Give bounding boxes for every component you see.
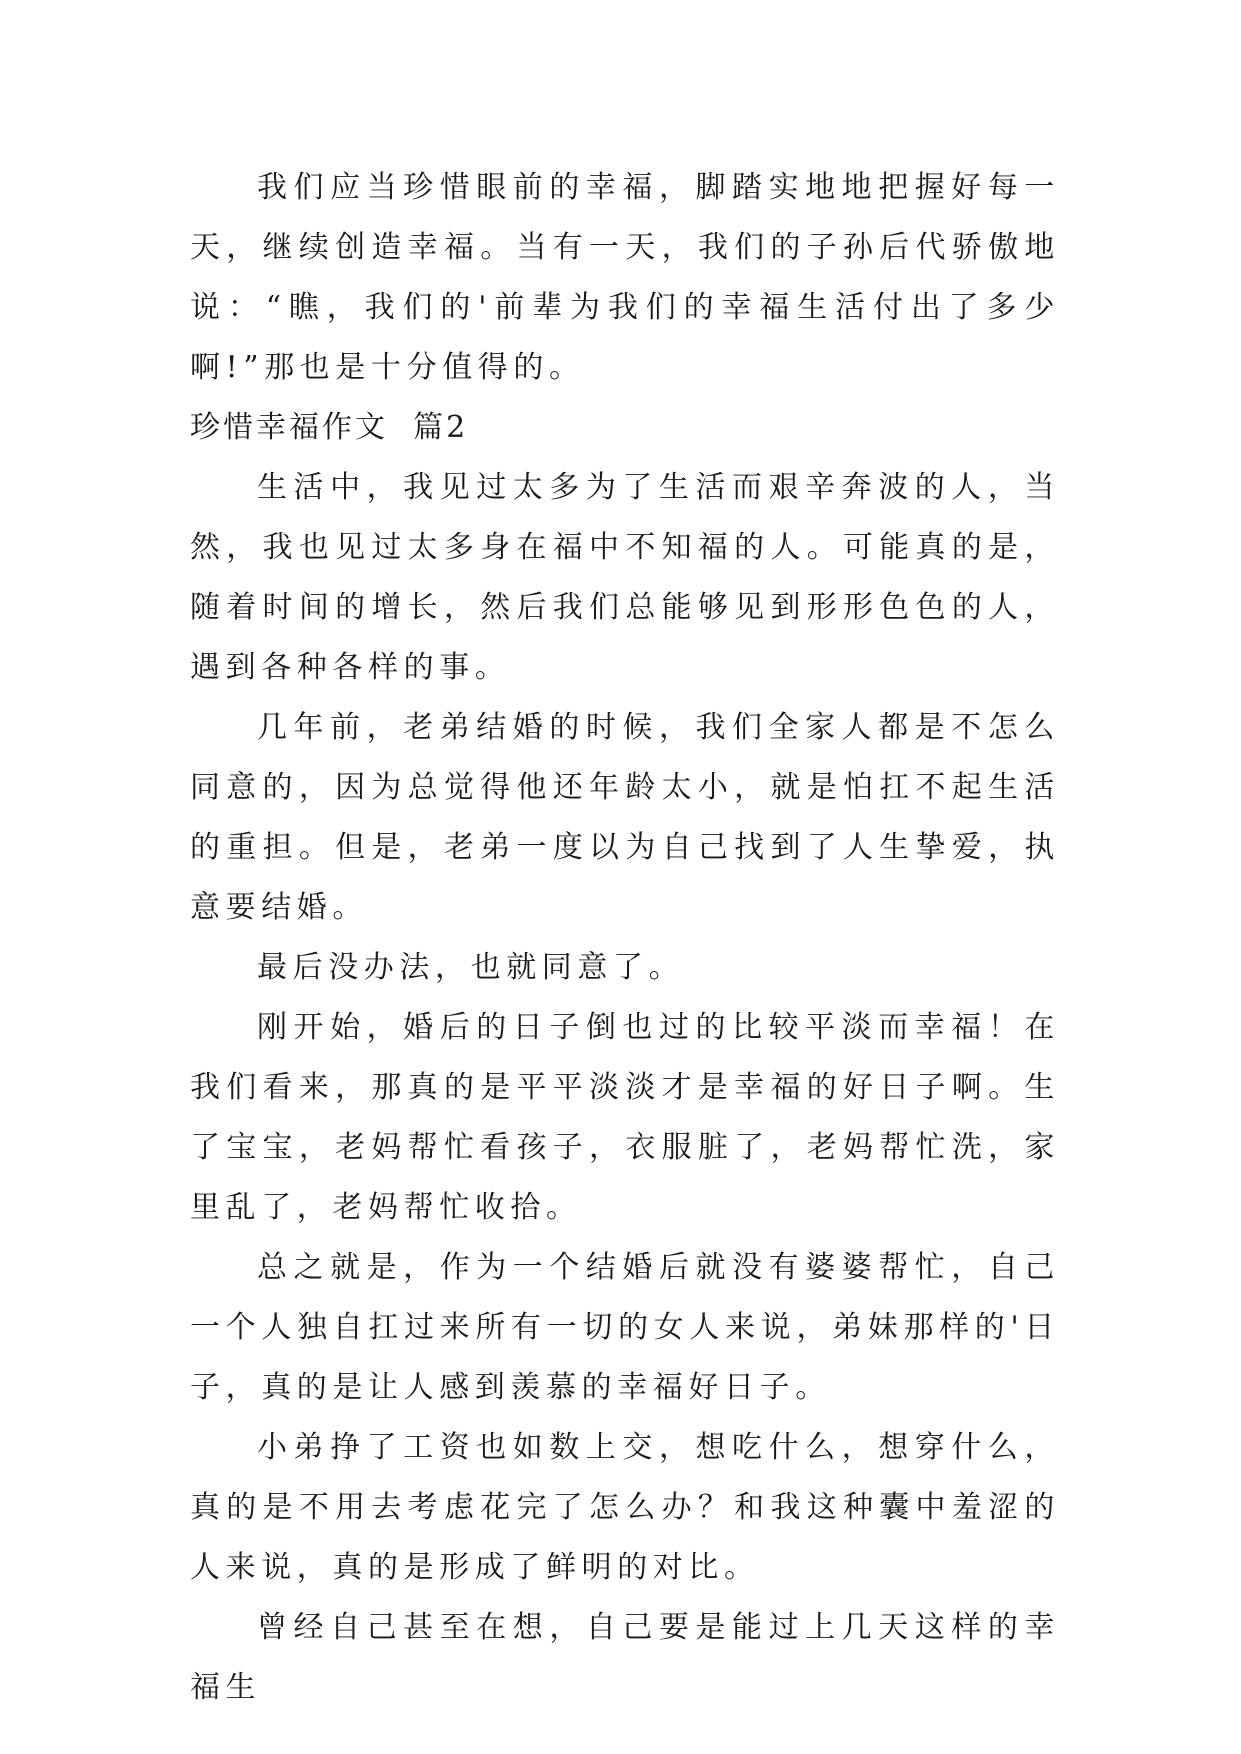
document-body [190,158,1060,1718]
paragraph: 小弟挣了工资也如数上交，想吃什么，想穿什么，真的是不用去考虑花完了怎么办？和我这种囊中羞涩的人来说，真的是形成了鲜明的对比。 [190,1430,1060,1585]
paragraph: 最后没办法，也就同意了。 [257,950,685,985]
paragraph: 总之就是，作为一个结婚后就没有婆婆帮忙，自己一个人独自扛过来所有一切的女人来说，弟妹那样的'日子，真的是让人感到羡慕的幸福好日子。 [190,1250,1060,1405]
paragraph: 曾经自己甚至在想，自己要是能过上几天这样的幸福生 [190,1610,1060,1705]
paragraph-intro: 我们应当珍惜眼前的幸福，脚踏实地地把握好每一天，继续创造幸福。当有一天，我们的子孙后代骄傲地说：“瞧，我们的'前辈为我们的幸福生活付出了多少啊!”那也是十分值得的。 [190,170,1060,385]
section-heading: 珍惜幸福作文 篇2 [190,410,469,445]
paragraph: 几年前，老弟结婚的时候，我们全家人都是不怎么同意的，因为总觉得他还年龄太小，就是怕扛不起生活的重担。但是，老弟一度以为自己找到了人生挚爱，执意要结婚。 [190,710,1060,925]
paragraph: 生活中，我见过太多为了生活而艰辛奔波的人，当然，我也见过太多身在福中不知福的人。可能真的是，随着时间的增长，然后我们总能够见到形形色色的人，遇到各种各样的事。 [190,470,1060,685]
paragraph: 刚开始，婚后的日子倒也过的比较平淡而幸福！在我们看来，那真的是平平淡淡才是幸福的好日子啊。生了宝宝，老妈帮忙看孩子，衣服脏了，老妈帮忙洗，家里乱了，老妈帮忙收拾。 [190,1010,1060,1225]
